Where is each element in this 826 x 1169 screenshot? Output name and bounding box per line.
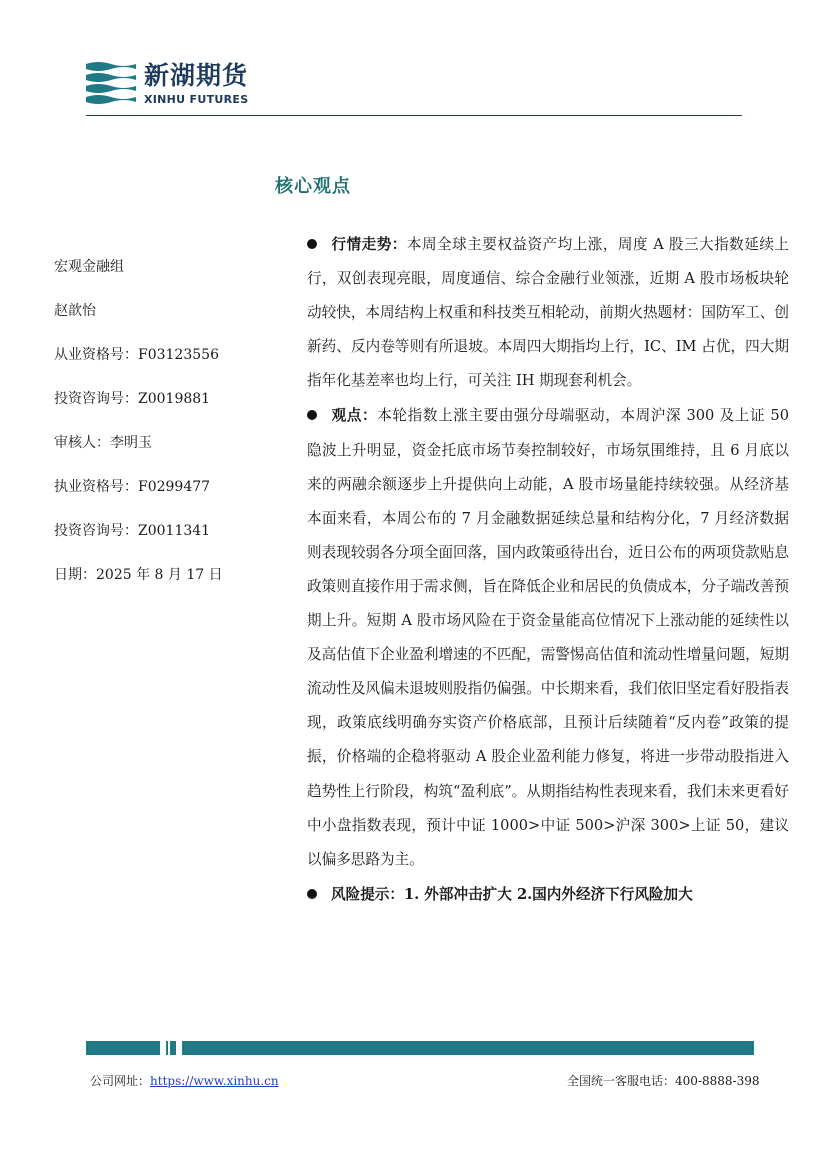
risk-paragraph [307, 878, 789, 912]
footer-bar-segment [170, 1041, 176, 1055]
bullet-icon [307, 410, 317, 420]
footer-bar-segment [182, 1041, 754, 1055]
analyst-name: 赵歆怡 [54, 303, 96, 319]
consulting-number: 投资咨询号：Z0019881 [54, 391, 211, 407]
reviewer: 审核人：李明玉 [54, 435, 152, 451]
qualification-number: 从业资格号：F03123556 [54, 347, 219, 363]
core-views-body [307, 228, 789, 912]
hotline-label: 全国统一客服电话： [567, 1074, 676, 1088]
risk-label: 风险提示： [331, 885, 404, 903]
view-label: 观点： [331, 407, 378, 425]
company-name-cn: 新湖期货 [144, 61, 249, 90]
reviewer-qualification-number: 执业资格号：F0299477 [54, 479, 211, 495]
author-sidebar [54, 257, 284, 609]
market-trend-text: 本周全球主要权益资产均上涨，周度 A 股三大指数延续上行，双创表现亮眼，周度通信、综合金融行业领涨，近期 A 股市场板块轮动较快，本周结构上权重和科技类互相轮动，前期火热题材：国防军工、创新药、反内卷等则有所退坡。本周四大期指均上行，IC、IM 占优，四大期指年化基差率也均上行，可关注 IH 期现套利机会。 [307, 236, 789, 390]
footer-hotline [567, 1072, 759, 1089]
website-link[interactable]: https://www.xinhu.cn [150, 1074, 279, 1088]
view-text: 本轮指数上涨主要由强分母端驱动，本周沪深 300 及上证 50 隐波上升明显，资金托底市场节奏控制较好，市场氛围维持，且 6 月底以来的两融余额逐步上升提供向上动能，A 股市场量能持续较强。从经济基本面来看，本周公布的 7 月金融数据延续总量和结构分化，7 月经济数据则表现较弱各分项全面回落，国内政策亟待出台，近日公布的两项贷款贴息政策则直接作用于需求侧，旨在降低企业和居民的负债成本，分子端改善预期上升。短期 A 股市场风险在于资金量能高位情况下上涨动能的延续性以及高估值下企业盈利增速的不匹配，需警惕高估值和流动性增量问题，短期流动性及风偏未退坡则股指仍偏强。中长期来看，我们依旧坚定看好股指表现，政策底线明确夯实资产价格底部，且预计后续随着“反内卷”政策的提振，价格端的企稳将驱动 A 股企业盈利能力修复，将进一步带动股指进入趋势性上行阶段，构筑“盈利底”。从期指结构性表现来看，我们未来更看好中小盘指数表现，预计中证 1000>中证 500>沪深 300>上证 50，建议以偏多思路为主。 [307, 407, 789, 868]
hotline-number: 400-8888-398 [675, 1074, 760, 1088]
footer-bar-segment [86, 1041, 160, 1055]
footer-bar-segment [166, 1041, 168, 1055]
view-paragraph [307, 399, 789, 876]
market-trend-paragraph [307, 228, 789, 398]
reviewer-consulting-number: 投资咨询号：Z0011341 [54, 523, 211, 539]
company-name-en: XINHU FUTURES [144, 93, 249, 106]
website-label: 公司网址： [90, 1074, 151, 1088]
bullet-icon [307, 239, 317, 249]
risk-text: 1. 外部冲击扩大 2.国内外经济下行风险加大 [403, 885, 693, 903]
page-title: 核心观点 [275, 176, 351, 197]
team-name: 宏观金融组 [54, 259, 124, 275]
header-divider [86, 115, 742, 116]
wave-stripes-logo-icon [86, 60, 136, 106]
page-header [86, 60, 746, 118]
footer-website [90, 1072, 279, 1089]
footer-bar [86, 1041, 754, 1055]
market-trend-label: 行情走势： [331, 236, 407, 253]
bullet-icon [307, 889, 317, 899]
report-date: 日期：2025 年 8 月 17 日 [54, 567, 223, 583]
